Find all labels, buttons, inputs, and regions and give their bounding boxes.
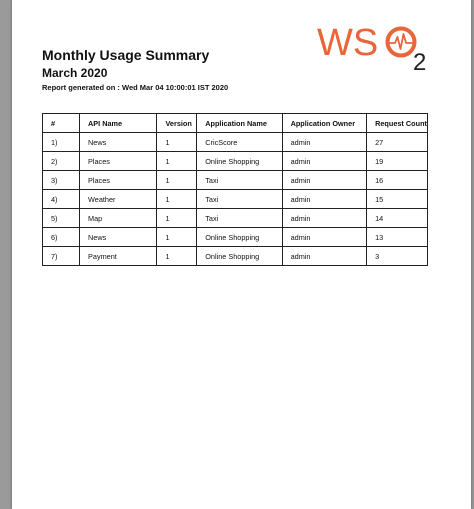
table-row bbox=[43, 228, 428, 247]
cell-application-name: Online Shopping bbox=[197, 152, 282, 171]
cell-application-owner: admin bbox=[282, 133, 367, 152]
table-row bbox=[43, 209, 428, 228]
cell-api-name: Map bbox=[80, 209, 157, 228]
cell-index: 3) bbox=[43, 171, 80, 190]
cell-index: 6) bbox=[43, 228, 80, 247]
cell-index: 1) bbox=[43, 133, 80, 152]
cell-version: 1 bbox=[157, 247, 197, 266]
cell-application-owner: admin bbox=[282, 228, 367, 247]
cell-application-owner: admin bbox=[282, 247, 367, 266]
col-header-application-name: Application Name bbox=[197, 114, 282, 133]
cell-application-name: Online Shopping bbox=[197, 247, 282, 266]
cell-index: 4) bbox=[43, 190, 80, 209]
cell-request-count: 3 bbox=[367, 247, 428, 266]
cell-application-name: Online Shopping bbox=[197, 228, 282, 247]
cell-request-count: 16 bbox=[367, 171, 428, 190]
report-page bbox=[12, 0, 471, 509]
cell-request-count: 13 bbox=[367, 228, 428, 247]
col-header-index: # bbox=[43, 114, 80, 133]
col-header-request-count: Request Count bbox=[367, 114, 428, 133]
cell-application-owner: admin bbox=[282, 152, 367, 171]
table-header-row bbox=[43, 114, 428, 133]
logo-sub-2: 2 bbox=[413, 49, 427, 72]
cell-application-owner: admin bbox=[282, 171, 367, 190]
cell-api-name: News bbox=[80, 133, 157, 152]
cell-index: 2) bbox=[43, 152, 80, 171]
cell-api-name: Payment bbox=[80, 247, 157, 266]
cell-version: 1 bbox=[157, 228, 197, 247]
report-generated-date: Report generated on : Wed Mar 04 10:00:01 IST 2020 bbox=[42, 83, 229, 92]
col-header-application-owner: Application Owner bbox=[282, 114, 367, 133]
cell-request-count: 14 bbox=[367, 209, 428, 228]
cell-version: 1 bbox=[157, 171, 197, 190]
table-row bbox=[43, 152, 428, 171]
cell-index: 5) bbox=[43, 209, 80, 228]
table-row bbox=[43, 247, 428, 266]
cell-request-count: 27 bbox=[367, 133, 428, 152]
usage-table bbox=[42, 113, 428, 266]
heartbeat-icon bbox=[388, 34, 414, 49]
cell-application-name: Taxi bbox=[197, 171, 282, 190]
cell-application-name: CricScore bbox=[197, 133, 282, 152]
cell-index: 7) bbox=[43, 247, 80, 266]
cell-api-name: Places bbox=[80, 171, 157, 190]
cell-version: 1 bbox=[157, 133, 197, 152]
col-header-api-name: API Name bbox=[80, 114, 157, 133]
cell-application-name: Taxi bbox=[197, 190, 282, 209]
report-title: Monthly Usage Summary bbox=[42, 47, 210, 63]
cell-api-name: News bbox=[80, 228, 157, 247]
cell-api-name: Weather bbox=[80, 190, 157, 209]
cell-application-name: Taxi bbox=[197, 209, 282, 228]
cell-application-owner: admin bbox=[282, 209, 367, 228]
cell-version: 1 bbox=[157, 209, 197, 228]
cell-api-name: Places bbox=[80, 152, 157, 171]
cell-request-count: 15 bbox=[367, 190, 428, 209]
logo-ws-text: WS bbox=[317, 22, 379, 64]
report-period: March 2020 bbox=[42, 66, 108, 80]
table-row bbox=[43, 190, 428, 209]
cell-version: 1 bbox=[157, 152, 197, 171]
table-row bbox=[43, 171, 428, 190]
col-header-version: Version bbox=[157, 114, 197, 133]
wso2-logo bbox=[317, 20, 429, 72]
cell-application-owner: admin bbox=[282, 190, 367, 209]
cell-version: 1 bbox=[157, 190, 197, 209]
table-row bbox=[43, 133, 428, 152]
cell-request-count: 19 bbox=[367, 152, 428, 171]
